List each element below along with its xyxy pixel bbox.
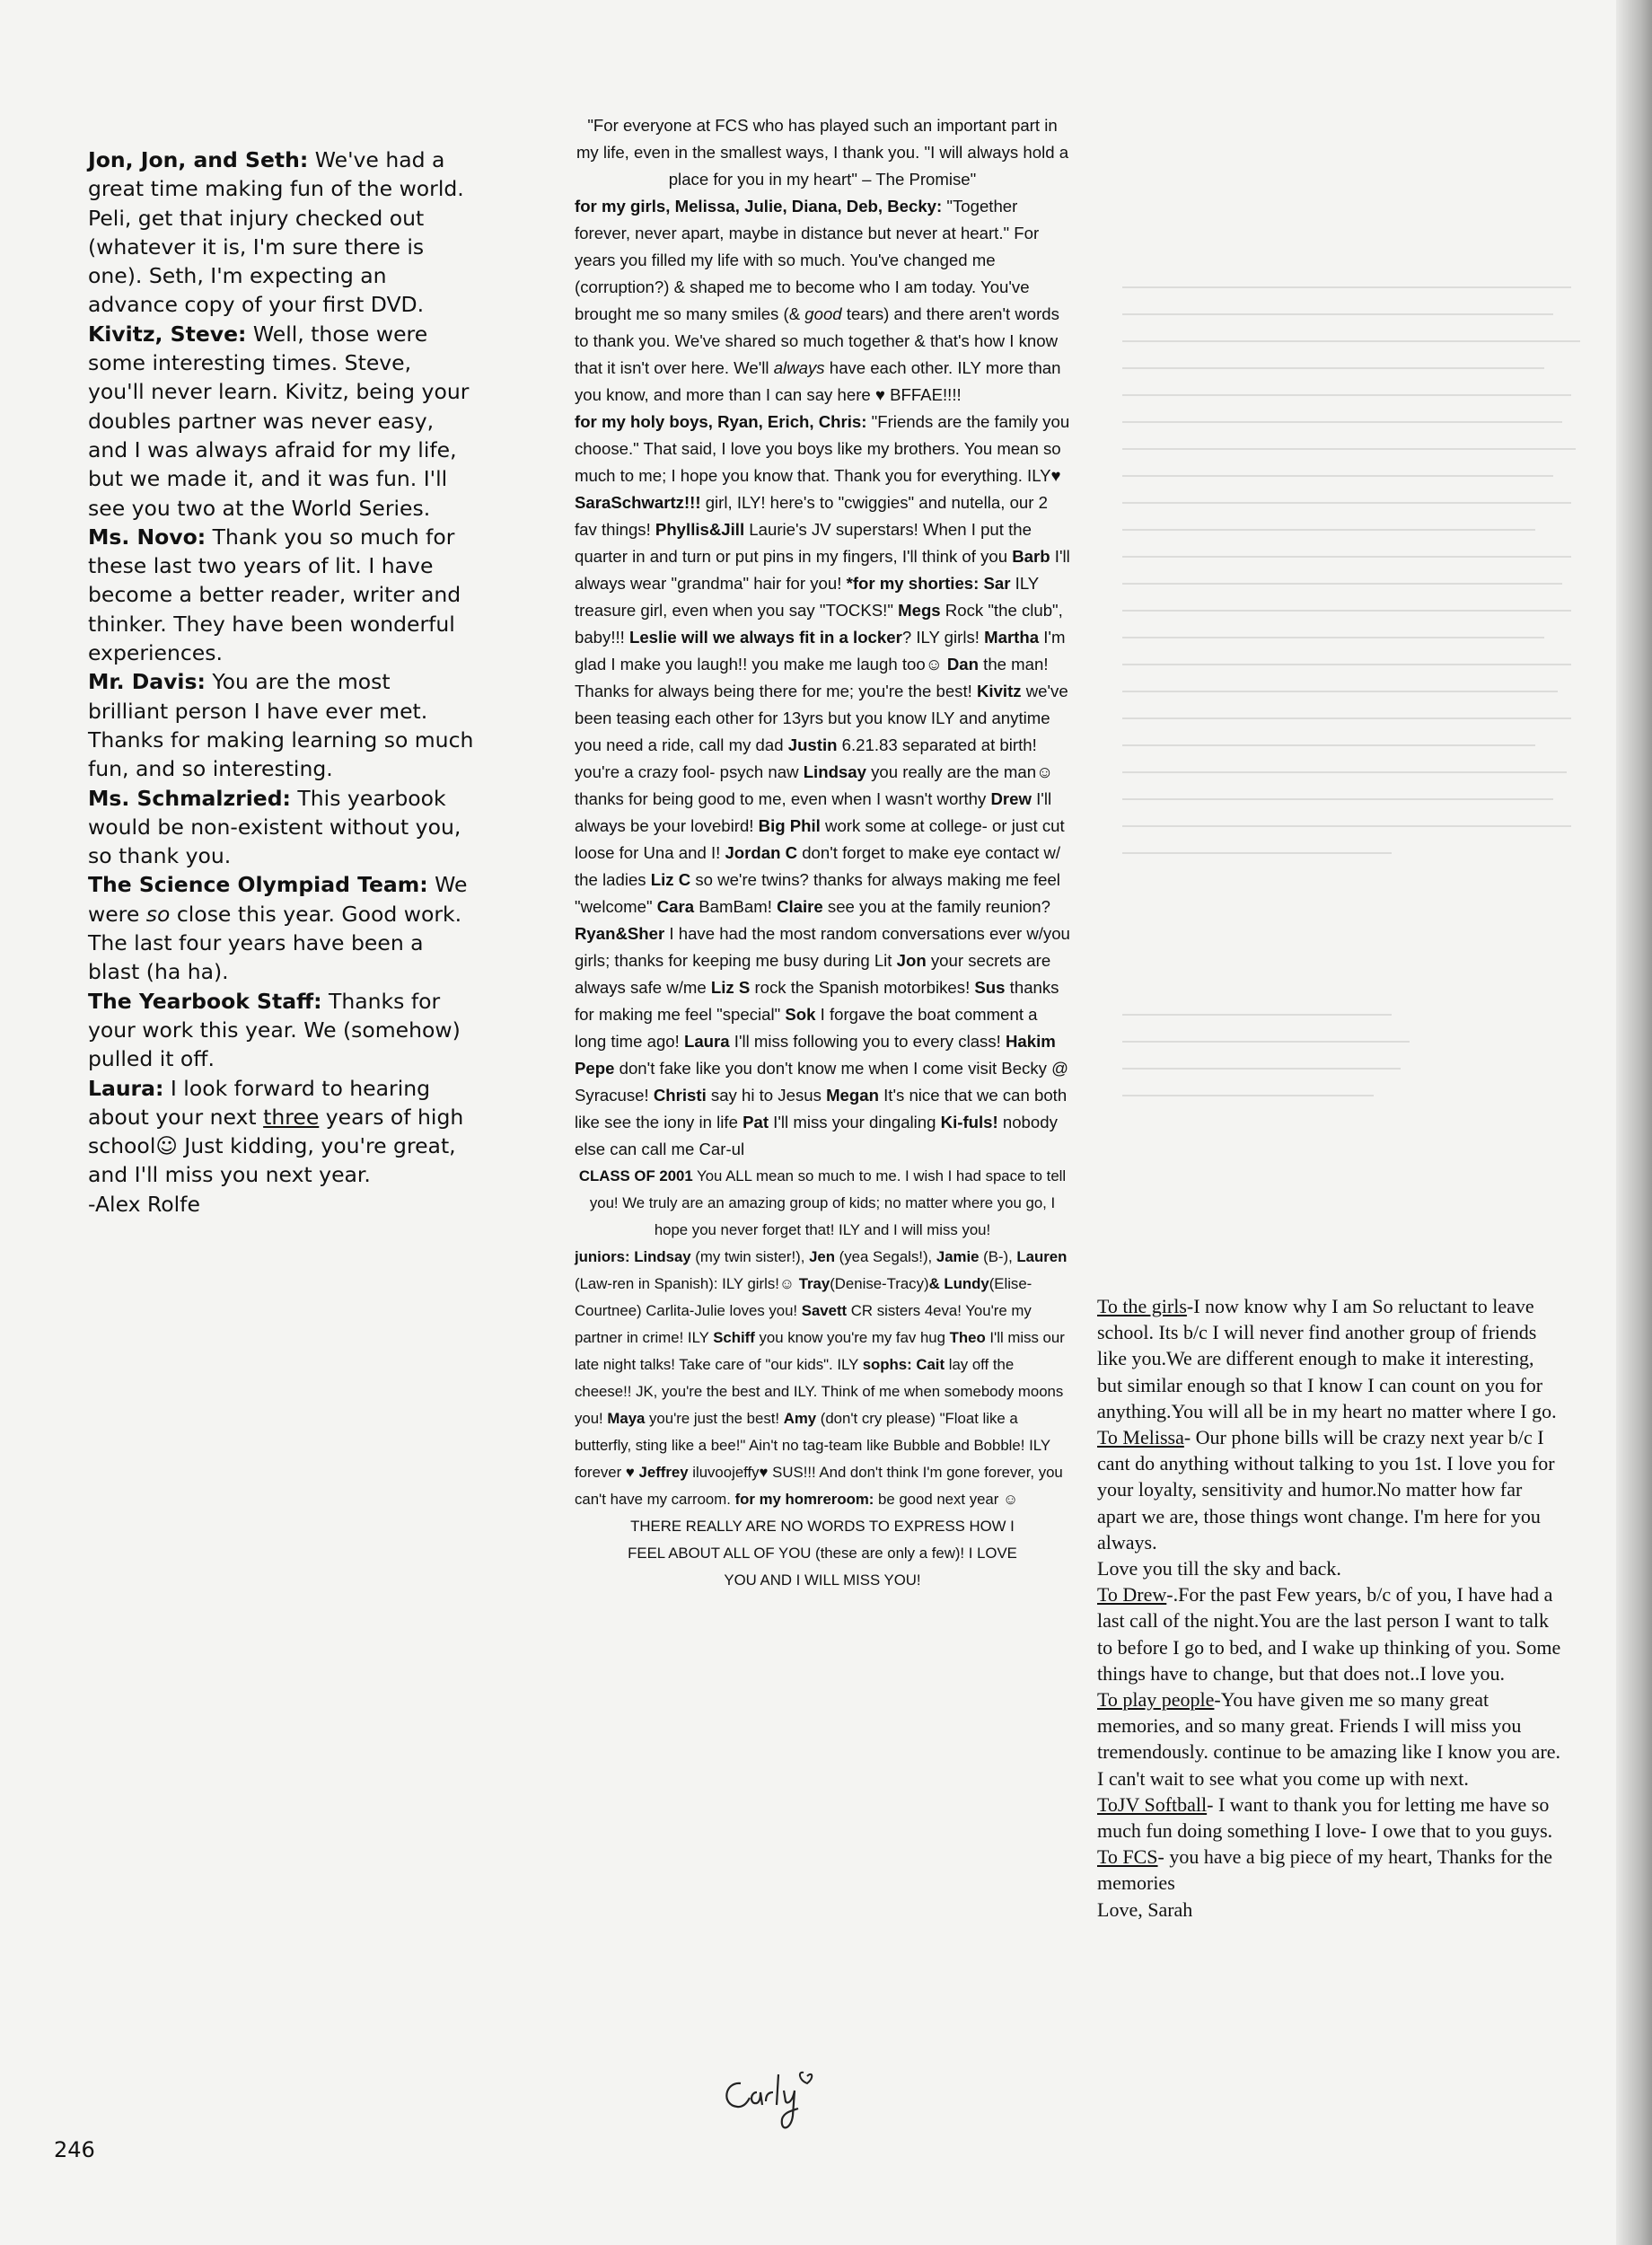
name: Claire <box>777 897 823 916</box>
name: Amy <box>783 1410 817 1427</box>
entry-text: your secrets are always safe w/me <box>575 951 1051 997</box>
line-love-you <box>1097 1555 1564 1581</box>
name: Tray <box>798 1275 830 1292</box>
entry-shoutouts <box>575 409 1070 1163</box>
entry-text: iluvoojeffy♥ SUS!!! And don't think I'm gone forever, you can't have my carroom. <box>575 1464 1063 1508</box>
name: Martha <box>984 628 1040 647</box>
signoff-sarah <box>1097 1897 1564 1923</box>
entry-heading: The Science Olympiad Team: <box>88 872 428 898</box>
entry-heading: To FCS <box>1097 1845 1158 1869</box>
entry-text: work some at college- or just cut loose for Una and I! <box>575 816 1065 862</box>
entry-mr-davis <box>88 667 474 783</box>
name: Phyllis&Jill <box>655 520 745 539</box>
entry-text: (Law-ren in Spanish): ILY girls!☺ <box>575 1275 799 1292</box>
entry-emphasis: good <box>804 304 842 323</box>
entry-text: I have had the most random conversations ever w/you girls; thanks for keeping me busy during Lit <box>575 924 1070 970</box>
entry-text: Rock "the club", baby!!! <box>575 601 1063 647</box>
entry-text: be good next year ☺ <box>874 1491 1019 1508</box>
entry-text: -You have given me so many great memories, and so many great. Friends I will miss you tremendously. continue to be amazing like I know you are. I can't wait to see what you come up with next. <box>1097 1688 1561 1790</box>
column-carly <box>575 112 1070 1594</box>
entry-ms-schmalzried <box>88 784 474 871</box>
entry-text: CR sisters 4eva! You're my partner in crime! ILY <box>575 1302 1032 1346</box>
entry-text: so we're twins? thanks for always making me feel "welcome" <box>575 870 1060 916</box>
entry-heading: Ms. Schmalzried: <box>88 785 291 811</box>
entry-text: the man! Thanks for always being there for me; you're the best! <box>575 655 1049 700</box>
entry-text: ? ILY girls! <box>901 628 985 647</box>
entry-text: Laurie's JV superstars! When I put the quarter in and turn or put pins in my fingers, I'll think of you <box>575 520 1032 566</box>
entry-text: I'm glad I make you laugh!! you make me laugh too☺ <box>575 628 1066 674</box>
name: Schiff <box>713 1329 755 1346</box>
name: CLASS OF 2001 <box>578 1167 693 1184</box>
entry-text: ILY treasure girl, even when you say "TOCKS!" <box>575 574 1039 620</box>
entry-text: We were <box>88 872 468 927</box>
name: Dan <box>946 655 979 674</box>
entry-to-fcs <box>1097 1844 1564 1896</box>
name: Kivitz <box>976 682 1022 700</box>
entry-to-jv-softball <box>1097 1792 1564 1844</box>
entry-text: (Denise-Tracy) <box>830 1275 929 1292</box>
entry-text: Love you till the sky and back. <box>1097 1557 1341 1580</box>
entry-text: Thanks for your work this year. We (somehow) pulled it off. <box>88 988 461 1072</box>
entry-text: girl, ILY! here's to "cwiggies" and nutella, our 2 fav things! <box>575 493 1048 539</box>
entry-laura <box>88 1074 474 1190</box>
name: Ki-fuls! <box>940 1113 998 1131</box>
signature-drawing <box>714 2065 830 2137</box>
column-alex-rolfe <box>88 145 474 1219</box>
name: SaraSchwartz!!! <box>575 493 701 512</box>
name: Ryan&Sher <box>575 924 665 943</box>
opening-quote: "For everyone at FCS who has played such an important part in my life, even in the smallest ways, I thank you. "I will always hold a place for you in my heart" – The Promise" <box>576 116 1069 189</box>
entry-text: Thank you so much for these last two years of lit. I have become a better reader, writer and thinker. They have been wonderful experiences. <box>88 524 461 666</box>
name: Sok <box>785 1005 816 1024</box>
entry-text: (yea Segals!), <box>835 1248 936 1265</box>
name: Lauren <box>1016 1248 1068 1265</box>
entry-text: -I now know why I am So reluctant to leave school. Its b/c I will never find another group of friends like you.We are different enough to make it interesting, but similar enough so that I know I can count on you for anything.You will all be in my heart no matter where I go. <box>1097 1295 1557 1422</box>
entry-emphasis: so <box>145 901 171 927</box>
name: Cara <box>656 897 695 916</box>
carly-signature <box>714 2065 830 2137</box>
entry-heading: The Yearbook Staff: <box>88 988 322 1014</box>
entry-text: I look forward to hearing about your next <box>88 1075 431 1130</box>
entry-text: It's nice that we can both like see the iony in life <box>575 1086 1068 1131</box>
entry-text: don't fake like you don't know me when I come visit Becky @ Syracuse! <box>575 1059 1068 1105</box>
name: Big Phil <box>758 816 821 835</box>
entry-to-melissa <box>1097 1424 1564 1555</box>
entry-text: you really are the man☺ thanks for being good to me, even when I wasn't worthy <box>575 762 1054 808</box>
entry-text: say hi to Jesus <box>706 1086 827 1105</box>
entry-heading: To Drew <box>1097 1583 1167 1607</box>
name: Lindsay <box>803 762 866 781</box>
name: Liz S <box>710 978 751 997</box>
entry-underclassmen <box>575 1244 1070 1513</box>
entry-text: lay off the cheese!! JK, you're the best and ILY. Think of me when somebody moons you! <box>575 1356 1064 1427</box>
entry-text: close this year. Good work. The last four years have been a blast (ha ha). <box>88 901 462 985</box>
entry-text: I'll miss your dingaling <box>769 1113 941 1131</box>
name: Jamie <box>936 1248 980 1265</box>
signoff-text: -Alex Rolfe <box>88 1191 200 1217</box>
entry-text: have each other. ILY more than you know, and more than I can say here ♥ BFFAE!!!! <box>575 358 1061 404</box>
entry-text: This yearbook would be non-existent without you, so thank you. <box>88 785 461 869</box>
name: & Lundy <box>928 1275 989 1292</box>
entry-text: thanks for making me feel "special" <box>575 978 1059 1024</box>
name: Jordan C <box>725 843 798 862</box>
entry-text: BamBam! <box>694 897 772 916</box>
entry-heading: To Melissa <box>1097 1426 1184 1449</box>
name: Justin <box>787 735 838 754</box>
closing-message: THERE REALLY ARE NO WORDS TO EXPRESS HOW I FEEL ABOUT ALL OF YOU (these are only a few)! I LOVE YOU AND I WILL MISS YOU! <box>628 1518 1017 1589</box>
entry-text: we've been teasing each other for 13yrs but you know ILY and anytime you need a ride, call my dad <box>575 682 1068 754</box>
entry-heading: To the girls <box>1097 1295 1187 1317</box>
name: Christi <box>653 1086 707 1105</box>
entry-text: "Friends are the family you choose." That said, I love you boys like my brothers. You mean so much to me; I hope you know that. Thank you for everything. ILY♥ <box>575 412 1070 485</box>
name: Savett <box>801 1302 848 1319</box>
entry-text: don't forget to make eye contact w/ the ladies <box>575 843 1060 889</box>
entry-heading: Jon, Jon, and Seth: <box>88 147 309 172</box>
page-number: 246 <box>54 2137 95 2162</box>
entry-text: 6.21.83 separated at birth! you're a crazy fool- psych naw <box>575 735 1037 781</box>
name: Sus <box>974 978 1006 997</box>
entry-text: (my twin sister!), <box>690 1248 810 1265</box>
entry-my-girls <box>575 193 1070 409</box>
entry-text: Well, those were some interesting times. Steve, you'll never learn. Kivitz, being your doubles partner was never easy, and I was always afraid for my life, but we made it, and it was fun. I'll see you two at the World Series. <box>88 321 470 521</box>
entry-text: You ALL mean so much to me. I wish I had space to tell you! We truly are an amazing group of kids; no matter where you go, I hope you never forget that! ILY and I will miss you! <box>589 1167 1067 1238</box>
entry-text: rock the Spanish motorbikes! <box>750 978 975 997</box>
entry-to-play-people <box>1097 1686 1564 1792</box>
entry-science-olympiad <box>88 870 474 986</box>
entry-text: tears) and there aren't words to thank you. We've shared so much together & that's how I know that it isn't over here. We'll <box>575 304 1059 377</box>
name: for my homreroom: <box>734 1491 874 1508</box>
name: *for my shorties: Sar <box>846 574 1011 593</box>
entry-text: (don't cry please) "Float like a butterfly, sting like a bee!" Ain't no tag-team like Bubble and Bobble! ILY forever ♥ <box>575 1410 1050 1481</box>
entry-text: "Together forever, never apart, maybe in distance but never at heart." For years you filled my life with so much. You've changed me (corruption?) & shaped me to become who I am today. You've brought me so many smiles (& <box>575 197 1040 323</box>
entry-text: I'll always be your lovebird! <box>575 789 1052 835</box>
entry-text: - you have a big piece of my heart, Thanks for the memories <box>1097 1845 1552 1895</box>
bleed-through-lines <box>1122 269 1589 1212</box>
entry-text: You are the most brilliant person I have ever met. Thanks for making learning so much fun, and so interesting. <box>88 669 474 782</box>
entry-text: nobody else can call me Car-ul <box>575 1113 1058 1158</box>
entry-heading: Laura: <box>88 1075 164 1101</box>
entry-text: you know you're my fav hug <box>754 1329 950 1346</box>
entry-heading: Kivitz, Steve: <box>88 321 247 347</box>
page-edge-shadow <box>1616 0 1652 2245</box>
entry-text: We've had a great time making fun of the world. Peli, get that injury checked out (whatever it is, I'm sure there is one). Seth, I'm expecting an advance copy of your first DVD. <box>88 147 464 318</box>
name: Megs <box>898 601 941 620</box>
entry-ms-novo <box>88 523 474 667</box>
entry-emphasis: always <box>773 358 825 377</box>
name: Jeffrey <box>638 1464 689 1481</box>
name: Laura <box>683 1032 730 1051</box>
name: juniors: Lindsay <box>575 1248 691 1265</box>
name: Liz C <box>650 870 691 889</box>
entry-text: I forgave the boat comment a long time ago! <box>575 1005 1038 1051</box>
entry-text: see you at the family reunion? <box>822 897 1050 916</box>
name: Jon <box>896 951 927 970</box>
entry-text: - Our phone bills will be crazy next year b/c I cant do anything without talking to you 1st. I love you for your loyalty, sensitivity and humor.No matter how far apart we are, those things wont change. I'm here for you always. <box>1097 1426 1555 1554</box>
bleed-through-texture <box>1122 269 1499 1219</box>
name: Jen <box>809 1248 835 1265</box>
entry-underline: three <box>263 1104 320 1130</box>
entry-heading: for my holy boys, Ryan, Erich, Chris: <box>575 412 867 431</box>
entry-text: I'll miss our late night talks! Take care of "our kids". ILY <box>575 1329 1065 1373</box>
entry-text: - I want to thank you for letting me have so much fun doing something I love- I owe that to you guys. <box>1097 1792 1553 1843</box>
entry-text: I'll always wear "grandma" hair for you! <box>575 547 1070 593</box>
entry-to-drew <box>1097 1581 1564 1686</box>
entry-text: (Elise-Courtnee) Carlita-Julie loves you! <box>575 1275 1032 1319</box>
entry-text: you're just the best! <box>645 1410 784 1427</box>
entry-text: (B-), <box>979 1248 1017 1265</box>
entry-text: I'll miss following you to every class! <box>729 1032 1006 1051</box>
name: Maya <box>607 1410 646 1427</box>
name: sophs: Cait <box>862 1356 945 1373</box>
entry-heading: Mr. Davis: <box>88 669 206 695</box>
name: Pat <box>743 1113 769 1131</box>
entry-heading: To play people <box>1097 1688 1215 1712</box>
name: Barb <box>1012 547 1050 566</box>
entry-heading: Ms. Novo: <box>88 524 206 550</box>
column-sarah <box>1097 1293 1564 1923</box>
entry-jon-jon-seth <box>88 145 474 320</box>
signoff-alex-rolfe <box>88 1190 474 1219</box>
entry-yearbook-staff <box>88 987 474 1074</box>
signoff-text: Love, Sarah <box>1097 1897 1193 1921</box>
entry-to-the-girls <box>1097 1293 1564 1424</box>
name: Megan <box>826 1086 879 1105</box>
entry-kivitz-steve <box>88 320 474 523</box>
entry-text: -.For the past Few years, b/c of you, I have had a last call of the night.You are the last person I want to talk to before I go to bed, and I wake up thinking of you. Some things have to change, but that does not..I love you. <box>1097 1583 1561 1685</box>
name: Theo <box>949 1329 986 1346</box>
entry-heading: for my girls, Melissa, Julie, Diana, Deb, Becky: <box>575 197 943 216</box>
entry-heading: ToJV Softball <box>1097 1792 1208 1816</box>
name: Leslie will we always fit in a locker <box>628 628 902 647</box>
name: Drew <box>990 789 1032 808</box>
name: Hakim Pepe <box>575 1032 1056 1078</box>
entry-class-of-2001 <box>575 1163 1070 1244</box>
entry-text: years of high school☺ Just kidding, you're great, and I'll miss you next year. <box>88 1104 464 1188</box>
